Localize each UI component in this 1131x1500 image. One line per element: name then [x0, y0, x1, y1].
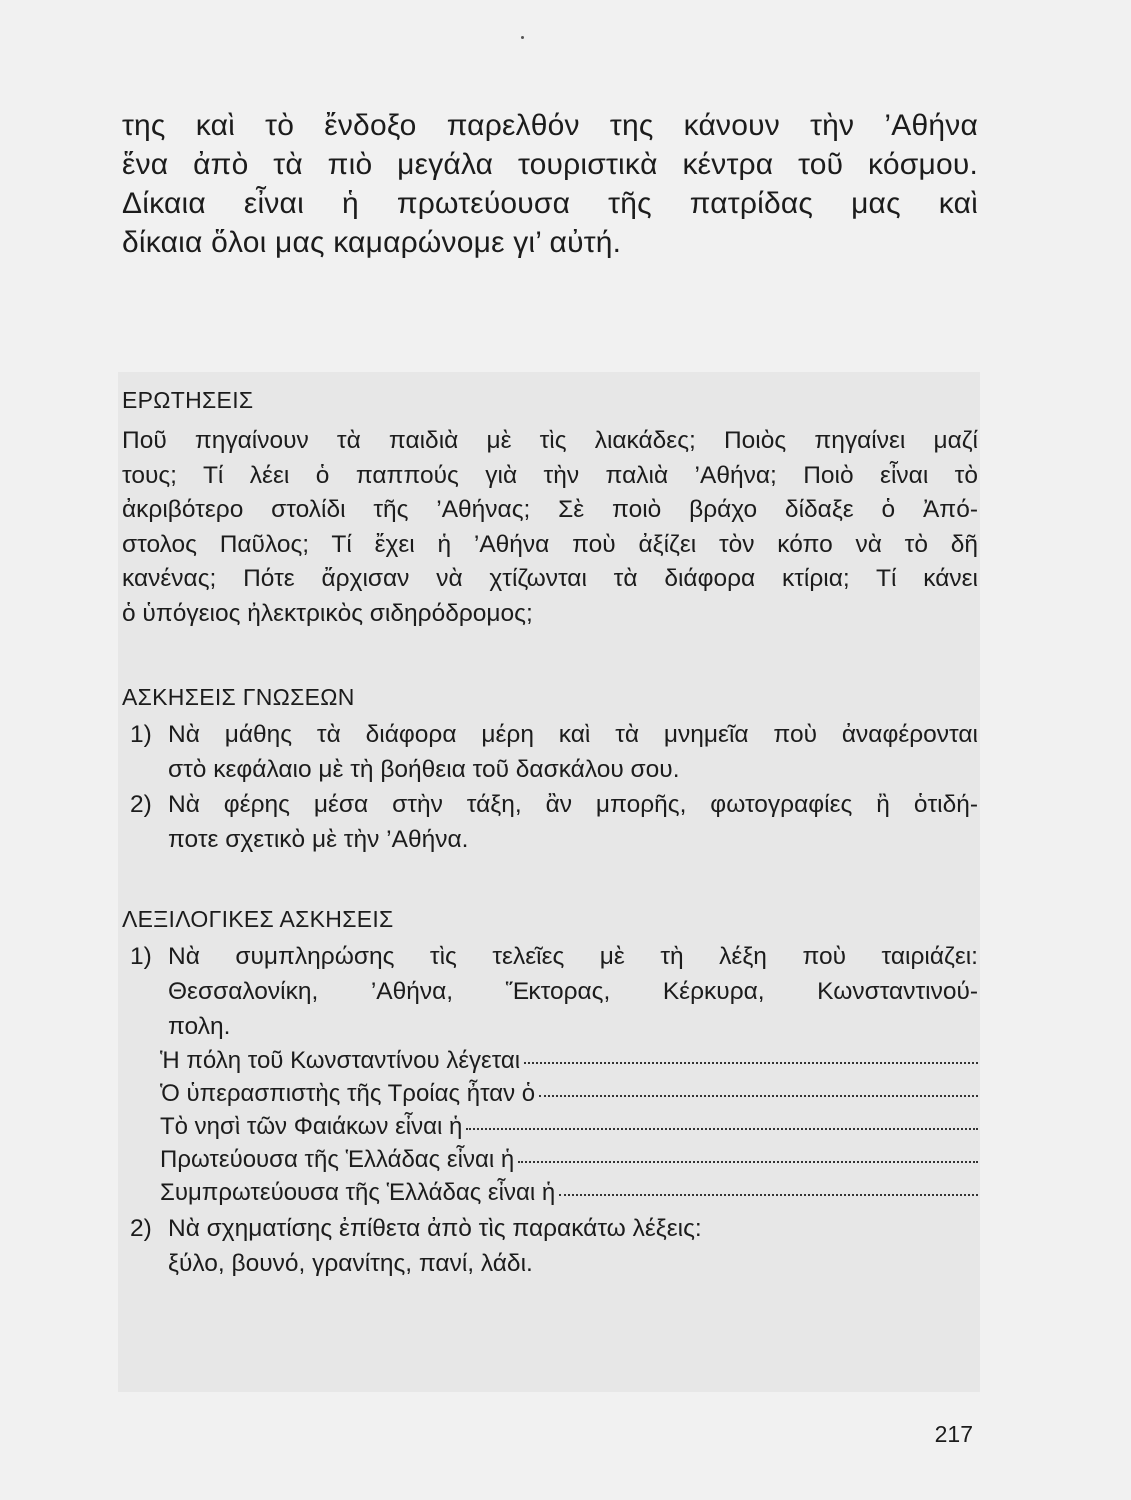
- fill-blank-text: Τὸ νησὶ τῶν Φαιάκων εἶναι ἡ: [160, 1113, 463, 1140]
- item-line: Θεσσαλονίκη, ’Αθήνα, Ἕκτορας, Κέρκυρα, Κωνσταντινού-: [168, 978, 978, 1005]
- knowledge-item: [122, 717, 978, 787]
- question-line: στολος Παῦλος; Τί ἔχει ἡ ’Αθήνα ποὺ ἀξίζει τὸν κόπο νὰ τὸ δῆ: [122, 530, 978, 558]
- question-line: κανένας; Πότε ἄρχισαν νὰ χτίζωνται τὰ διάφορα κτίρια; Τί κάνει: [122, 565, 978, 592]
- fill-blank-dots: [524, 1061, 978, 1064]
- item-line: Νὰ σχηματίσης ἐπίθετα ἀπὸ τὶς παρακάτω λέξεις:: [168, 1215, 702, 1242]
- knowledge-heading: ΑΣΚΗΣΕΙΣ ΓΝΩΣΕΩΝ: [122, 684, 355, 710]
- fill-blank-row: [122, 1143, 978, 1176]
- item-line: στὸ κεφάλαιο μὲ τὴ βοήθεια τοῦ δασκάλου σου.: [168, 756, 680, 783]
- knowledge-item: [122, 787, 978, 857]
- questions-heading: ΕΡΩΤΗΣΕΙΣ: [122, 387, 254, 413]
- fill-blank-text: Συμπρωτεύουσα τῆς Ἑλλάδας εἶναι ἡ: [160, 1179, 556, 1206]
- intro-line: δίκαια ὅλοι μας καμαρώνομε γι’ αὐτή.: [122, 226, 622, 259]
- item-number: 1): [130, 943, 152, 970]
- fill-blank-dots: [539, 1094, 978, 1097]
- fill-blank-text: Πρωτεύουσα τῆς Ἑλλάδας εἶναι ἡ: [160, 1146, 515, 1173]
- intro-line: ἕνα ἀπὸ τὰ πιὸ μεγάλα τουριστικὰ κέντρα τοῦ κόσμου.: [122, 148, 978, 181]
- item-number: 2): [130, 791, 152, 818]
- question-line: ὁ ὑπόγειος ἠλεκτρικὸς σιδηρόδρομος;: [122, 599, 533, 627]
- question-line: Ποῦ πηγαίνουν τὰ παιδιὰ μὲ τὶς λιακάδες; Ποιὸς πηγαίνει μαζί: [122, 427, 978, 454]
- vocabulary-section: [122, 904, 978, 1281]
- question-line: ἀκριβότερο στολίδι τῆς ’Αθήνας; Σὲ ποιὸ βράχο δίδαξε ὁ Ἀπό-: [122, 496, 978, 523]
- fill-blank-dots: [518, 1160, 978, 1163]
- item-line: Νὰ φέρης μέσα στὴν τάξη, ἂν μπορῆς, φωτογραφίες ἢ ὁτιδή-: [168, 791, 978, 818]
- fill-blank-dots: [559, 1193, 978, 1196]
- vocabulary-item: [122, 1211, 978, 1281]
- fill-blank-row: [122, 1110, 978, 1143]
- dust-speck: [521, 36, 524, 39]
- item-line: ξύλο, βουνό, γρανίτης, πανί, λάδι.: [168, 1250, 533, 1277]
- question-line: τους; Τί λέει ὁ παππούς γιὰ τὴν παλιὰ ’Αθήνα; Ποιὸ εἶναι τὸ: [122, 461, 978, 489]
- fill-blank-row: [122, 1176, 978, 1209]
- questions-section: [122, 385, 978, 631]
- fill-blank-text: Ὁ ὑπερασπιστὴς τῆς Τροίας ἦταν ὁ: [160, 1080, 536, 1107]
- intro-line: Δίκαια εἶναι ἡ πρωτεύουσα τῆς πατρίδας μας καὶ: [122, 187, 978, 220]
- page-number: 217: [934, 1421, 973, 1447]
- item-line: ποτε σχετικὸ μὲ τὴν ’Αθήνα.: [168, 826, 469, 853]
- item-line: Νὰ συμπληρώσης τὶς τελεῖες μὲ τὴ λέξη ποὺ ταιριάζει:: [168, 943, 978, 970]
- intro-paragraph: [122, 106, 978, 262]
- item-number: 1): [130, 721, 152, 748]
- item-line: πολη.: [168, 1013, 231, 1040]
- fill-blank-row: [122, 1077, 978, 1110]
- knowledge-section: [122, 682, 978, 857]
- item-number: 2): [130, 1215, 152, 1242]
- fill-blank-row: [122, 1044, 978, 1077]
- item-line: Νὰ μάθης τὰ διάφορα μέρη καὶ τὰ μνημεῖα ποὺ ἀναφέρονται: [168, 721, 978, 748]
- intro-line: της καὶ τὸ ἔνδοξο παρελθόν της κάνουν τὴν ’Αθήνα: [122, 109, 978, 142]
- fill-blank-dots: [466, 1127, 978, 1130]
- vocabulary-item: [122, 939, 978, 1044]
- fill-blank-text: Ἡ πόλη τοῦ Κωνσταντίνου λέγεται: [160, 1047, 521, 1074]
- vocabulary-heading: ΛΕΞΙΛΟΓΙΚΕΣ ΑΣΚΗΣΕΙΣ: [122, 906, 394, 932]
